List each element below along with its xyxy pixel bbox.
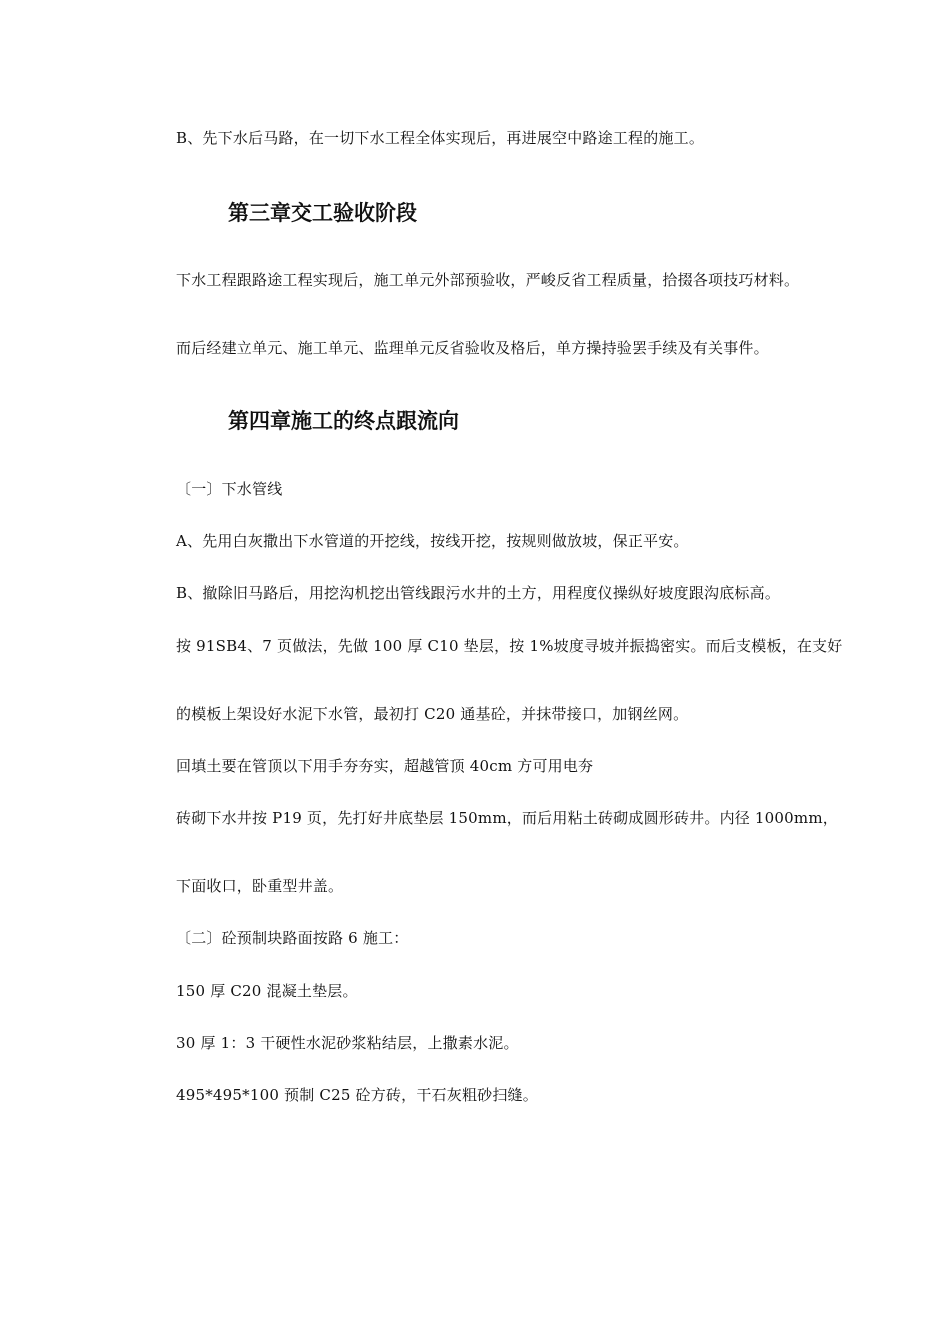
section-1-paragraph-c-line-2: 的模板上架设好水泥下水管，最初打 C20 通基砼，并抹带接口，加钢丝网。	[176, 705, 689, 723]
chapter-3-heading: 第三章交工验收阶段	[228, 201, 417, 225]
paragraph-b-sequence: B、先下水后马路，在一切下水工程全体实现后，再进展空中路途工程的施工。	[176, 129, 705, 147]
section-2-line-1: 150 厚 C20 混凝土垫层。	[176, 982, 358, 1000]
section-2-heading: 〔二〕砼预制块路面按路 6 施工：	[176, 929, 409, 947]
section-1-paragraph-e-line-1: 砖砌下水井按 P19 页，先打好井底垫层 150mm，而后用粘土砖砌成圆形砖井。内径 1000mm，	[176, 809, 838, 827]
section-2-line-3: 495*495*100 预制 C25 砼方砖，干石灰粗砂扫缝。	[176, 1086, 538, 1104]
chapter-3-paragraph-1: 下水工程跟路途工程实现后，施工单元外部预验收，严峻反省工程质量，拾掇各项技巧材料。	[176, 271, 800, 289]
chapter-3-paragraph-2: 而后经建立单元、施工单元、监理单元反省验收及格后，单方操持验罢手续及有关事件。	[176, 339, 769, 357]
section-1-paragraph-c-line-1: 按 91SB4、7 页做法，先做 100 厚 C10 垫层，按 1%坡度寻坡并振捣密实。而后支模板，在支好	[176, 637, 843, 655]
section-1-heading: 〔一〕下水管线	[176, 480, 283, 498]
section-2-line-2: 30 厚 1：3 干硬性水泥砂浆粘结层，上撒素水泥。	[176, 1034, 519, 1052]
section-1-paragraph-d: 回填土要在管顶以下用手夯夯实，超越管顶 40cm 方可用电夯	[176, 757, 594, 775]
section-1-item-a: A、先用白灰撒出下水管道的开挖线，按线开挖，按规则做放坡，保正平安。	[176, 532, 689, 550]
section-1-paragraph-e-line-2: 下面收口，卧重型井盖。	[176, 877, 344, 895]
section-1-item-b: B、撤除旧马路后，用挖沟机挖出管线跟污水井的土方，用程度仪操纵好坡度跟沟底标高。	[176, 584, 781, 602]
chapter-4-heading: 第四章施工的终点跟流向	[228, 409, 459, 433]
